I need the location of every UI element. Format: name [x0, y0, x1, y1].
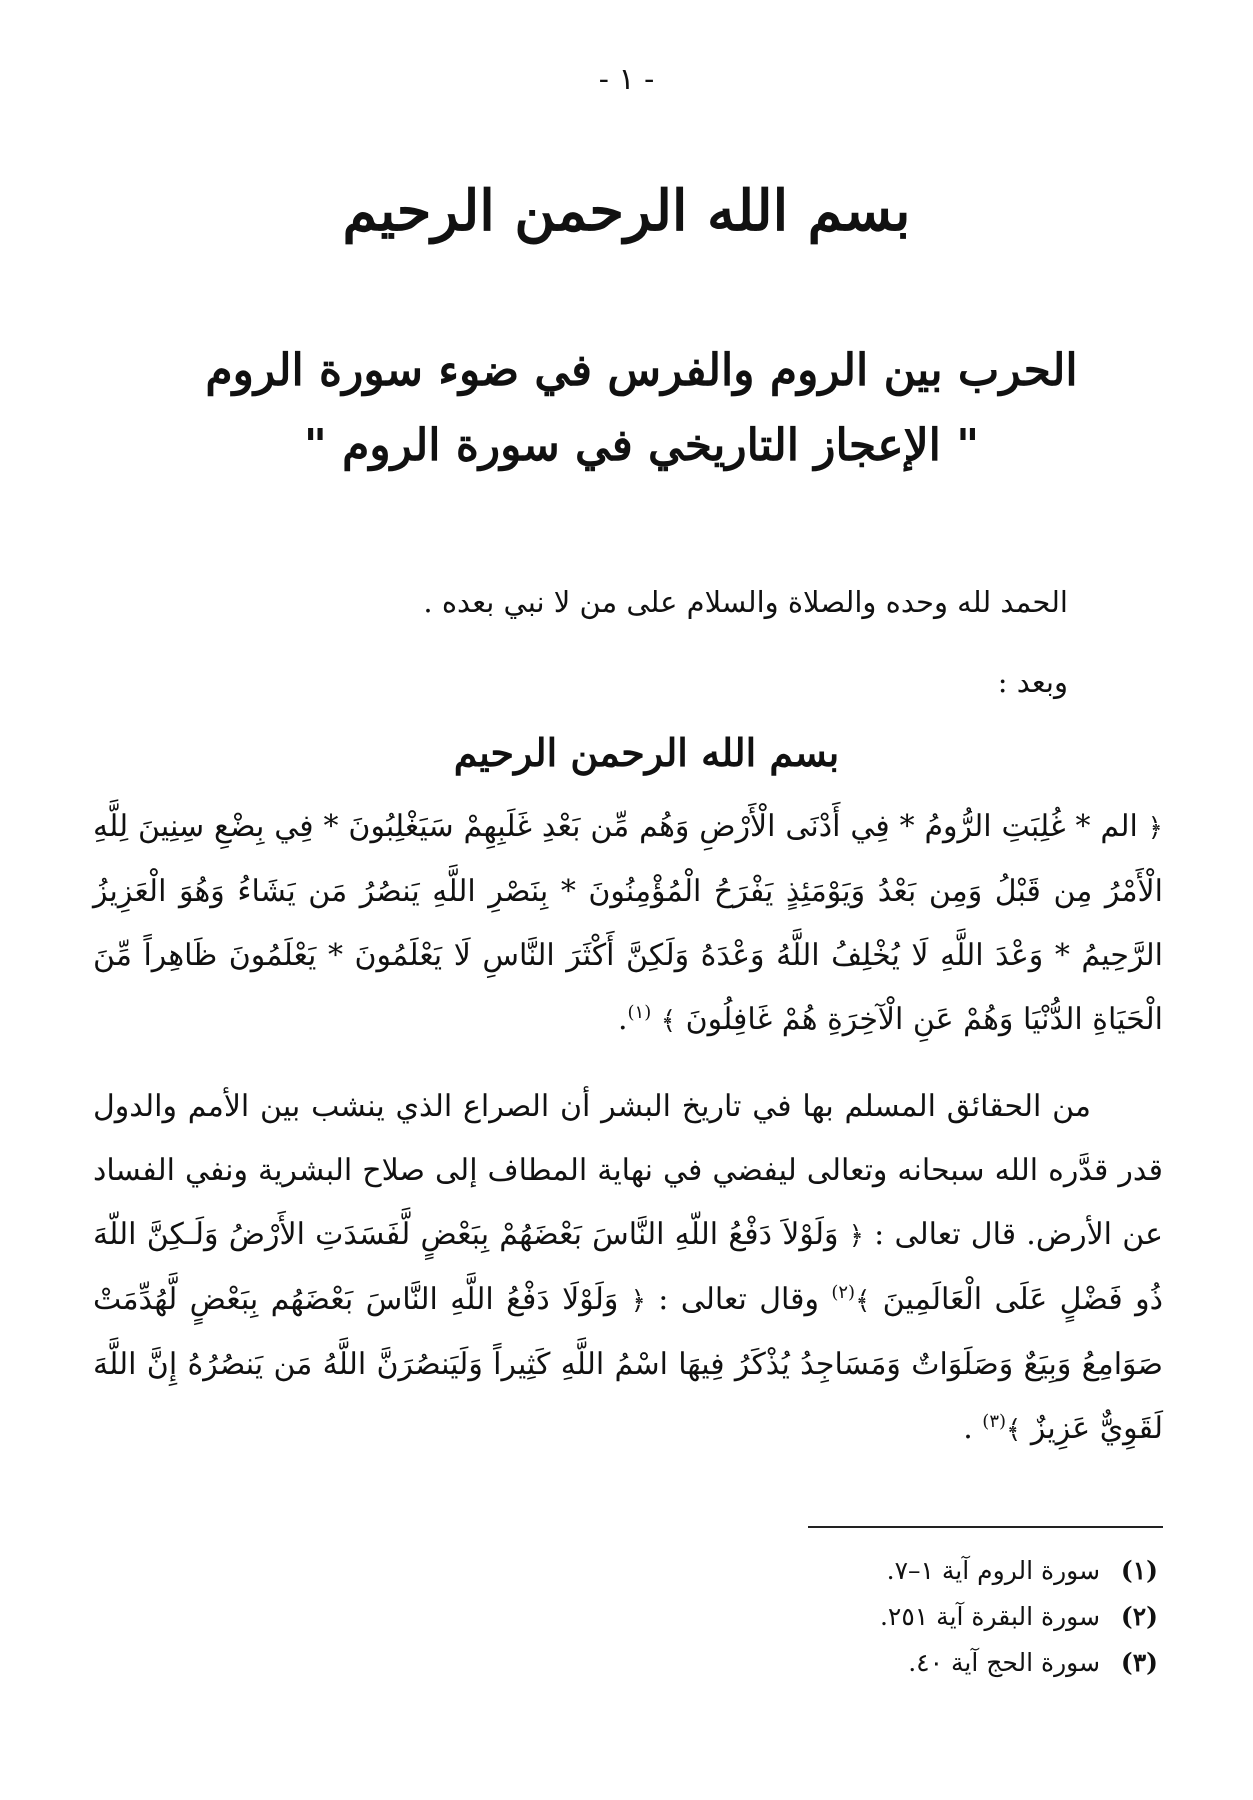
- footnote-divider: [808, 1526, 1163, 1528]
- quote-1-text: وَلَوْلاَ دَفْعُ اللّهِ النَّاسَ بَعْضَهُمْ بِبَعْضٍ لَّفَسَدَتِ الأَرْضُ وَلَـكِنَّ اللّهَ ذُو فَضْلٍ عَلَى الْعَالَمِينَ: [93, 1217, 1163, 1317]
- ornament-close-icon: ﴾: [660, 1006, 677, 1036]
- page-number: - ١ -: [598, 62, 655, 97]
- footnote-ref-1[interactable]: (١): [627, 1002, 652, 1023]
- quote-2-text: وَلَوْلَا دَفْعُ اللَّهِ النَّاسَ بَعْضَهُم بِبَعْضٍ لَّهُدِّمَتْ صَوَامِعُ وَبِيَعٌ وَصَلَوَاتٌ وَمَسَاجِدُ يُذْكَرُ فِيهَا اسْمُ اللَّهِ كَثِيراً وَلَيَنصُرَنَّ اللَّهُ مَن يَنصُرُهُ إِنَّ اللَّهَ لَقَوِيٌّ عَزِيزٌ: [93, 1282, 1163, 1446]
- ornament-open-icon: ﴿: [848, 1221, 864, 1251]
- footnote-number: (٢): [1120, 1602, 1158, 1631]
- paragraph-text-1: من الحقائق المسلم بها في تاريخ البشر أن الصراع الذي ينشب بين الأمم والدول قدر قدَّره الله سبحانه وتعالى ليفضي في نهاية المطاف إلى صلاح البشرية ونفي الفساد عن الأرض. قال تعالى :: [93, 1089, 1163, 1252]
- footnote-number: (٣): [1120, 1648, 1158, 1677]
- ornament-close-icon: ﴾: [855, 1286, 871, 1316]
- footnote-text: سورة الحج آية ٤٠.: [908, 1648, 1101, 1677]
- footnote-ref-3[interactable]: (٣): [982, 1411, 1007, 1432]
- basmala-heading: بسم الله الرحمن الرحيم: [342, 178, 911, 244]
- basmala-second: بسم الله الرحمن الرحيم: [453, 730, 840, 775]
- transition-phrase: وبعد :: [997, 665, 1068, 699]
- paragraph-text-2: وقال تعالى :: [658, 1282, 819, 1317]
- ornament-open-icon: ﴿: [630, 1286, 646, 1316]
- footnote-ref-2[interactable]: (٢): [831, 1282, 856, 1303]
- footnote-text: سورة البقرة آية ٢٥١.: [879, 1602, 1101, 1631]
- verse-text: الم * غُلِبَتِ الرُّومُ * فِي أَدْنَى الْأَرْضِ وَهُم مِّن بَعْدِ غَلَبِهِمْ سَيَغْلِبُونَ * فِي بِضْعِ سِنِينَ لِلَّهِ الْأَمْرُ مِن قَبْلُ وَمِن بَعْدُ وَيَوْمَئِذٍ يَفْرَحُ الْمُؤْمِنُونَ * بِنَصْرِ اللَّهِ يَنصُرُ مَن يَشَاءُ وَهُوَ الْعَزِيزُ الرَّحِيمُ * وَعْدَ اللَّهِ لَا يُخْلِفُ اللَّهُ وَعْدَهُ وَلَكِنَّ أَكْثَرَ النَّاسِ لَا يَعْلَمُونَ * يَعْلَمُونَ ظَاهِراً مِّنَ الْحَيَاةِ الدُّنْيَا وَهُمْ عَنِ الْآخِرَةِ هُمْ غَافِلُونَ: [93, 809, 1163, 1037]
- title-main: الحرب بين الروم والفرس في ضوء سورة الروم: [205, 345, 1078, 396]
- paragraph-end: .: [963, 1411, 973, 1446]
- ornament-open-icon: ﴿: [1147, 813, 1163, 843]
- footnote-number: (١): [1120, 1556, 1158, 1585]
- verse-end: .: [617, 1002, 628, 1037]
- footnote-text: سورة الروم آية ١–٧.: [886, 1556, 1101, 1585]
- footnotes-list: [658, 1548, 1158, 1686]
- title-subtitle: " الإعجاز التاريخي في سورة الروم ": [303, 420, 980, 471]
- footnote-item: [658, 1640, 1158, 1686]
- quran-verse-block: [93, 795, 1163, 1053]
- footnote-item: [658, 1548, 1158, 1594]
- opening-praise: الحمد لله وحده والصلاة والسلام على من لا نبي بعده .: [423, 585, 1068, 619]
- ornament-close-icon: ﴾: [1006, 1415, 1022, 1445]
- body-paragraph: [93, 1075, 1163, 1462]
- footnote-item: [658, 1594, 1158, 1640]
